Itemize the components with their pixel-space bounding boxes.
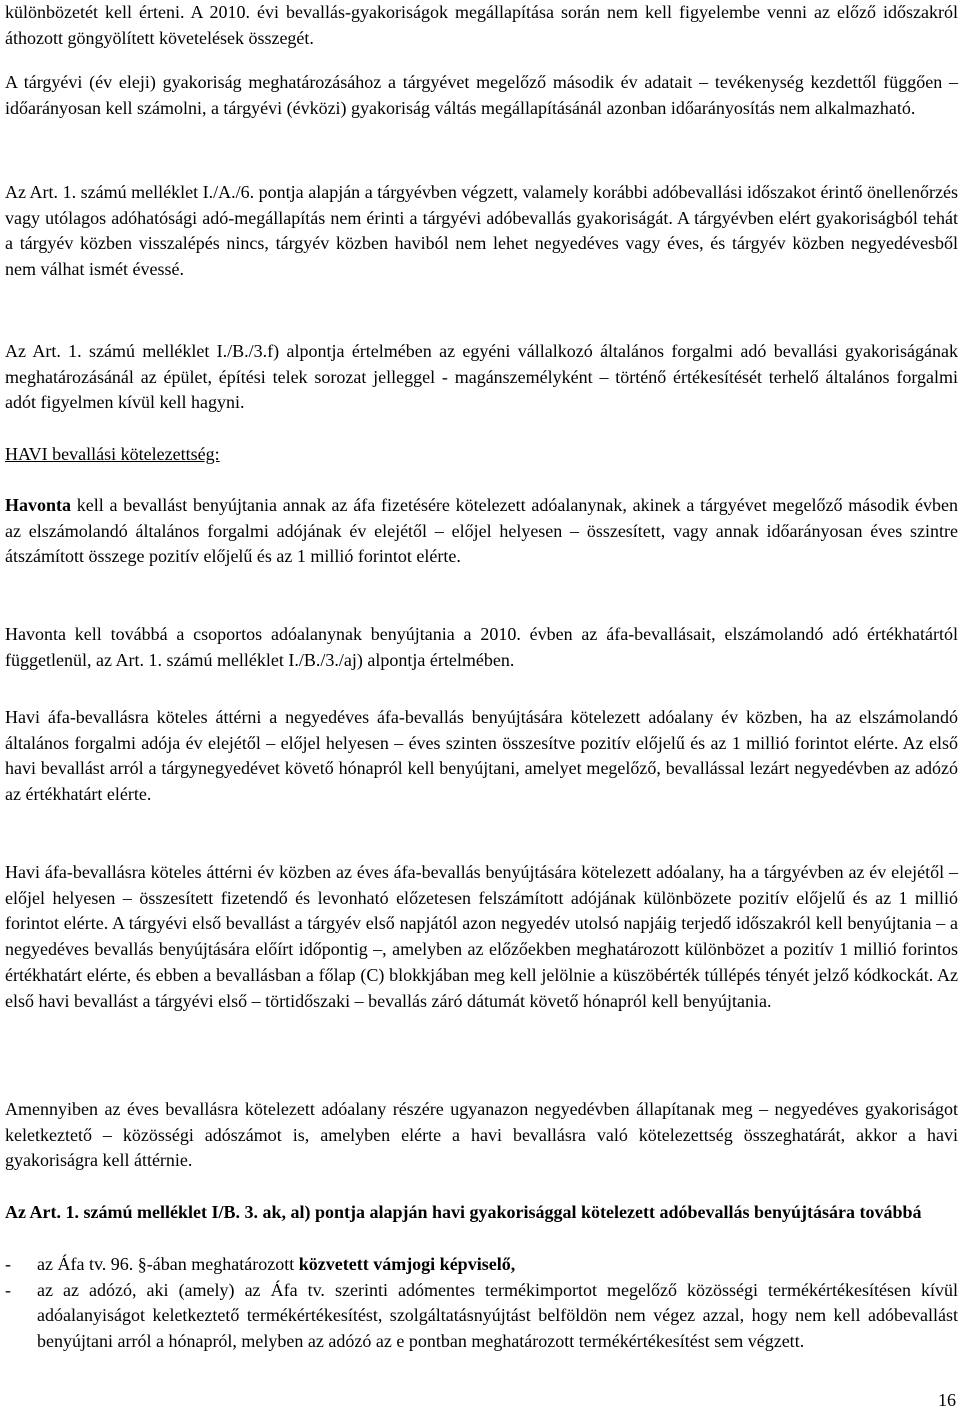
- list-item-bold: közvetett vámjogi képviselő,: [298, 1254, 516, 1274]
- list-item-text: az Áfa tv. 96. §-ában meghatározott: [37, 1254, 299, 1274]
- list-dash: -: [5, 1279, 11, 1300]
- paragraph-yearly-frequency: A tárgyévi (év eleji) gyakoriság meghatározásához a tárgyévet megelőző második év adatait – tevékenység kezdettől függően – időarányosan kell számolni, a tárgyévi (évközi) gyakoriság váltás megállapításánál azonban időarányosítás nem alkalmazható.: [5, 72, 958, 118]
- paragraph-bold-lead: Havonta: [5, 495, 72, 515]
- list-item: [5, 1252, 958, 1278]
- paragraph-bold-art: [5, 1200, 958, 1226]
- list-item-text: az az adózó, aki (amely) az Áfa tv. szerinti adómentes termékimportot megelőző közösségi termékértékesítésen kívül adóalanyiságot keletkeztető termékértékesítést, szolgáltatásnyújtást belföldön nem végez azzal, hogy nem kell adóbevallást benyújtani arról a hónapról, melyben az adózó az e pontban meghatározott termékértékesítést sem végzett.: [37, 1279, 958, 1352]
- page-number: 16: [938, 1390, 956, 1410]
- paragraph-quarterly-to-monthly: Havi áfa-bevallásra köteles áttérni a negyedéves áfa-bevallás benyújtására kötelezett adóalany év közben, ha az elszámolandó általános forgalmi adója év elejétől – előjel helyesen – éves szinten összesítve pozitív előjelű és az 1 millió forintot elérte. Az első havi bevallást arról a tárgynegyedévet követő hónapról kell benyújtani, amelyet megelőző, bevallással lezárt negyedévben az adózó az értékhatárt elérte.: [5, 707, 958, 805]
- paragraph-self-revision: Az Art. 1. számú melléklet I./A./6. pontja alapján a tárgyévben végzett, valamely korábbi adóbevallási időszakot érintő önellenőrzés vagy utólagos adóhatósági adó-megállapítás nem érinti a tárgyévi adóbevallás gyakoriságát. A tárgyévben elért gyakoriságból tehát a tárgyév közben visszalépés nincs, tárgyév közben haviból nem lehet negyedéves vagy éves, és tárgyév közben negyedévesből nem válhat ismét évessé.: [5, 182, 958, 280]
- paragraph-continuation: különbözetét kell érteni. A 2010. évi bevallás-gyakoriságok megállapítása során nem kell figyelembe venni az előző időszakról áthozott göngyölített követelések összegét.: [5, 2, 958, 48]
- paragraph-group-taxpayer: Havonta kell továbbá a csoportos adóalanynak benyújtania a 2010. évben az áfa-bevallásait, elszámolandó adó értékhatártól függetlenül, az Art. 1. számú melléklet I./B./3./aj) alpontja értelmében.: [5, 624, 958, 670]
- paragraph-community-tax-number: Amennyiben az éves bevallásra kötelezett adóalany részére ugyanazon negyedévben állapítanak meg – negyedéves gyakoriságot keletkeztető – közösségi adószámot is, amelyben elérte a havi bevallásra való kötelezettség összeghatárát, akkor a havi gyakoriságra kell áttérnie.: [5, 1099, 958, 1171]
- list-dash: -: [5, 1254, 11, 1274]
- paragraph-sole-trader: Az Art. 1. számú melléklet I./B./3.f) alpontja értelmében az egyéni vállalkozó általános forgalmi adó bevallási gyakoriságának meghatározásánál az épület, építési telek sorozat jelleggel - magánszemélyként – történő értékesítését terhelő általános forgalmi adót figyelmen kívül kell hagyni.: [5, 341, 958, 413]
- section-heading: HAVI bevallási kötelezettség:: [5, 444, 220, 464]
- bold-text: Az Art. 1. számú melléklet I/B. 3. ak, al) pontja alapján havi gyakorisággal kötelezett adóbevallás benyújtására továbbá: [5, 1202, 922, 1222]
- paragraph-yearly-to-monthly: Havi áfa-bevallásra köteles áttérni év közben az éves áfa-bevallás benyújtására kötelezett adóalany, ha a tárgyévben az év elejétől – előjel helyesen – összesített fizetendő és levonható előzetesen felszámított adójának különbözete pozitív előjelű és az 1 millió forintot elérte. A tárgyévi első bevallást a tárgyév első napjától azon negyedév utolsó napjáig terjedő időszakról kell benyújtania – a negyedéves bevallás benyújtására előírt időpontig –, amelyben az előzőekben meghatározott különbözet a pozitív 1 millió forintos értékhatárt elérte, és ebben a bevallásban a főlap (C) blokkjában meg kell jelölnie a küszöbérték túllépés tényét jelző kódkockát. Az első havi bevallást a tárgyévi első – törtidőszaki – bevallás záró dátumát követő hónapról kell benyújtania.: [5, 862, 958, 1011]
- paragraph-monthly-obligation: [5, 493, 958, 570]
- list-item: [5, 1278, 958, 1355]
- paragraph-text: kell a bevallást benyújtania annak az áfa fizetésére kötelezett adóalanynak, akinek a tárgyévet megelőző második évben az elszámolandó általános forgalmi adójának év elejétől – előjel helyesen – összesített, vagy annak időarányosan éves szintre átszámított összege pozitív előjelű és az 1 millió forintot elérte.: [5, 495, 958, 567]
- dash-list: [5, 1252, 958, 1355]
